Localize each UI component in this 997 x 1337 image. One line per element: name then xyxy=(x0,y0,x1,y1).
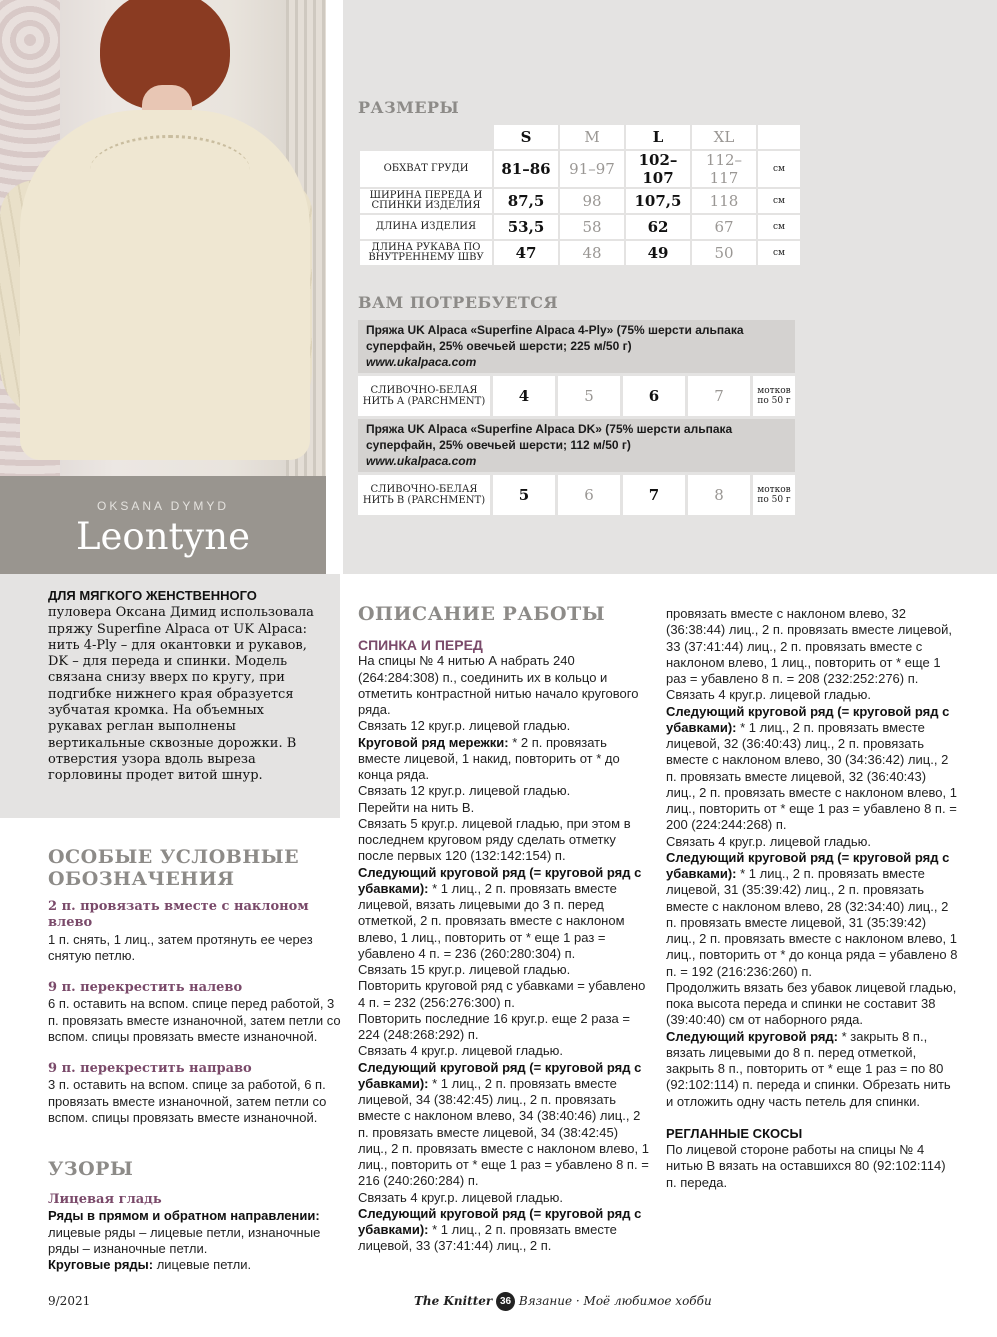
instruction-text: Продолжить вязать без убавок лицевой гладью, пока высота переда и спинки не составит 38 (39:40:40) см от наборного ряда. xyxy=(666,979,957,1028)
cell: 4 xyxy=(493,376,555,416)
row-label: ОБХВАТ ГРУДИ xyxy=(360,151,492,187)
yarn-a-row xyxy=(358,376,795,416)
instruction-paragraph xyxy=(666,834,958,850)
cell: 112–117 xyxy=(692,151,756,187)
cell: 6 xyxy=(623,376,685,416)
instruction-paragraph xyxy=(358,1043,650,1059)
instruction-paragraph xyxy=(666,687,958,703)
cell: 5 xyxy=(493,475,555,515)
instruction-paragraph xyxy=(358,816,650,865)
row-label: ШИРИНА ПЕРЕДА И СПИНКИ ИЗДЕЛИЯ xyxy=(360,189,492,213)
instruction-text: Повторить круговой ряд с убавками = убавлено 4 п. = 232 (256:276:300) п. xyxy=(358,978,646,1010)
instruction-paragraph xyxy=(358,1060,650,1190)
sizes-heading: РАЗМЕРЫ xyxy=(358,98,460,117)
yarn-desc: Пряжа UK Alpaca «Superfine Alpaca 4-Ply» (75% шерсти альпака суперфайн, 25% овечьей шерсти; 225 м/50 г) xyxy=(366,323,744,353)
work-heading: ОПИСАНИЕ РАБОТЫ xyxy=(358,603,606,625)
intro-text xyxy=(48,588,318,785)
magazine-tagline: Вязание · Моё любимое хобби xyxy=(518,1294,712,1308)
unit: см xyxy=(758,189,800,213)
unit: см xyxy=(758,241,800,265)
instruction-text: Связать 12 круг.р. лицевой гладью. xyxy=(358,783,571,799)
abbr-heading xyxy=(48,846,299,890)
work-column-2 xyxy=(666,606,958,1191)
instruction-paragraph xyxy=(358,865,650,963)
instruction-paragraph xyxy=(666,704,958,834)
abbr-list xyxy=(48,899,343,1126)
instruction-text: * 1 лиц., 2 п. провязать вместе лицевой, 33 (37:41:44) лиц., 2 п. xyxy=(358,1222,617,1254)
materials-heading: ВАМ ПОТРЕБУЕТСЯ xyxy=(358,293,559,312)
instruction-paragraph xyxy=(358,962,650,978)
instruction-text: * закрыть 8 п., вязать лицевыми до 8 п. перед отметкой, закрыть 8 п., повторить от * еще 1 раз = по 80 (92:102:114) п. переда и спинки. Обрезать нить и отложить одну часть петель для спинки. xyxy=(666,1028,951,1109)
page-number: 36 xyxy=(496,1292,515,1311)
sweater-yoke xyxy=(90,135,250,205)
magazine-name: The Knitter xyxy=(414,1294,493,1308)
instruction-paragraph xyxy=(358,800,650,816)
yarn-a-desc xyxy=(358,320,795,373)
abbr-heading-line: ОСОБЫЕ УСЛОВНЫЕ xyxy=(48,846,300,868)
cell: 47 xyxy=(494,241,558,265)
instruction-text: Связать 5 круг.р. лицевой гладью, при этом в последнем круговом ряду сделать отметку после первых 120 (132:142:154) п. xyxy=(358,815,631,864)
instruction-label: Следующий круговой ряд (= круговой ряд с убавками): xyxy=(666,703,950,735)
abbr-term: 9 п. перекрестить налево xyxy=(48,980,243,995)
cell: 49 xyxy=(626,241,690,265)
size-m: M xyxy=(560,125,624,149)
cell: 7 xyxy=(623,475,685,515)
cell: 58 xyxy=(560,215,624,239)
instruction-paragraph xyxy=(358,978,650,1011)
cover-photo xyxy=(0,0,326,476)
pattern-text: лицевые ряды – лицевые петли, изнаночные ряды – изнаночные петли. xyxy=(48,1224,321,1256)
instruction-text: * 1 лиц., 2 п. провязать вместе лицевой, вязать лицевыми до 3 п. перед отметкой, 2 п. провязать вместе с наклоном влево, 1 лиц., повторить от * еще 1 раз = убавлено 4 п. = 236 (260:280:304) п. xyxy=(358,880,625,961)
patterns-heading: УЗОРЫ xyxy=(48,1158,134,1180)
instruction-text: провязать вместе с наклоном влево, 32 (36:38:44) лиц., 2 п. провязать вместе лицевой, 33 (37:41:44) лиц., 2 п. провязать вместе с наклоном влево, 1 лиц., повторить от * еще 1 раз = убавлено 8 п. = 208 (232:252:276) п. xyxy=(666,606,952,686)
row-label: ДЛИНА ИЗДЕЛИЯ xyxy=(360,215,492,239)
cell: 5 xyxy=(558,376,620,416)
cell: 81–86 xyxy=(494,151,558,187)
cell: 87,5 xyxy=(494,189,558,213)
intro-body: пуловера Оксана Димид использовала пряжу Superfine Alpaca от UK Alpaca: нить 4-Ply – для окантовки и рукавов, DK – для переда и спинки. Модель связана снизу вверх по кругу, при подгибке нижнего края образуется зубчатая кромка. На объемных рукавах реглан выполнены вертикальные сквозные дорожки. В отверстия узора вдоль выреза горловины продет витой шнур. xyxy=(48,605,314,784)
instruction-label: Следующий круговой ряд (= круговой ряд с убавками): xyxy=(666,849,950,881)
instruction-text: На спицы № 4 нитью А набрать 240 (264:284:308) п., соединить их в кольцо и отметить контрастной нитью начало кругового ряда. xyxy=(358,653,639,717)
patterns-text xyxy=(48,1192,323,1273)
author-name: OKSANA DYMYD xyxy=(96,499,230,513)
pattern-title: Leontyne xyxy=(75,515,251,558)
instruction-text: * 1 лиц., 2 п. провязать вместе лицевой, 34 (38:42:45) лиц., 2 п. провязать вместе с наклоном влево, 34 (38:40:46) лиц., 2 п. провязать вместе лицевой, 34 (38:42:45) лиц., 2 п. провязать вместе с наклоном влево, 1 лиц., повторить от * еще 1 раз = убавлено 8 п. = 216 (240:260:284) п. xyxy=(358,1075,649,1189)
instruction-label: Следующий круговой ряд (= круговой ряд с убавками): xyxy=(358,1205,642,1237)
instruction-text: Связать 12 круг.р. лицевой гладью. xyxy=(358,718,571,734)
cell: 6 xyxy=(558,475,620,515)
raglan-text: По лицевой стороне работы на спицы № 4 нитью В вязать на оставшихся 80 (92:102:114) п. переда. xyxy=(666,1142,946,1190)
cell: 50 xyxy=(692,241,756,265)
yarn-url: www.ukalpaca.com xyxy=(366,355,477,369)
instruction-paragraph xyxy=(358,1011,650,1044)
instruction-paragraph xyxy=(358,718,650,734)
cell: 102–107 xyxy=(626,151,690,187)
unit: мотков по 50 г xyxy=(753,475,795,515)
instruction-label: Следующий круговой ряд (= круговой ряд с убавками): xyxy=(358,1059,642,1091)
instruction-paragraph xyxy=(358,1206,650,1255)
pattern-label: Круговые ряды: xyxy=(48,1257,154,1272)
instruction-text: * 1 лиц., 2 п. провязать вместе лицевой, 32 (36:40:43) лиц., 2 п. провязать вместе с наклоном влево, 30 (34:36:42) лиц., 2 п. провязать вместе лицевой, 32 (36:40:43) лиц., 2 п. провязать вместе с наклоном влево, 1 лиц., повторить от * еще 1 раз = убавлено 8 п. = 200 (224:244:268) п. xyxy=(666,719,957,833)
yarn-label: СЛИВОЧНО-БЕЛАЯ НИТЬ А (PARCHMENT) xyxy=(358,376,490,416)
size-s: S xyxy=(494,125,558,149)
footer-brand xyxy=(414,1292,712,1311)
size-xl: XL xyxy=(692,125,756,149)
instruction-paragraph xyxy=(358,783,650,799)
cell: 91–97 xyxy=(560,151,624,187)
sizes-table xyxy=(358,123,802,267)
instruction-paragraph xyxy=(358,735,650,784)
instruction-label: Следующий круговой ряд (= круговой ряд с убавками): xyxy=(358,864,642,896)
issue-number: 9/2021 xyxy=(48,1294,91,1308)
instruction-paragraph xyxy=(666,850,958,980)
yarn-b-row xyxy=(358,475,795,515)
cell: 7 xyxy=(688,376,750,416)
pattern-text: лицевые петли. xyxy=(153,1257,252,1272)
instruction-label: Следующий круговой ряд: xyxy=(666,1028,839,1044)
cell: 62 xyxy=(626,215,690,239)
abbr-heading-line: ОБОЗНАЧЕНИЯ xyxy=(48,868,235,890)
intro-lead: ДЛЯ МЯГКОГО ЖЕНСТВЕННОГО xyxy=(48,588,257,603)
abbr-term: 9 п. перекрестить направо xyxy=(48,1061,252,1076)
cell: 67 xyxy=(692,215,756,239)
cell: 53,5 xyxy=(494,215,558,239)
instruction-paragraph xyxy=(666,1029,958,1110)
instruction-text: Связать 4 круг.р. лицевой гладью. xyxy=(358,1189,563,1205)
yarn-label: СЛИВОЧНО-БЕЛАЯ НИТЬ В (PARCHMENT) xyxy=(358,475,490,515)
abbr-def: 1 п. снять, 1 лиц., затем протянуть ее через снятую петлю. xyxy=(48,931,313,963)
cell: 98 xyxy=(560,189,624,213)
instruction-paragraph xyxy=(358,653,650,718)
instruction-paragraph xyxy=(666,606,958,687)
instruction-text: * 2 п. провязать вместе лицевой, 1 накид, повторить от * до конца ряда. xyxy=(358,734,620,782)
instruction-text: Связать 15 круг.р. лицевой гладью. xyxy=(358,962,571,977)
abbr-def: 3 п. оставить на вспом. спице за работой, 6 п. провязать вместе изнаночной, затем петли со вспом. спицы провязать вместе изнаночной. xyxy=(48,1077,327,1125)
instruction-paragraph xyxy=(666,980,958,1029)
cell: 48 xyxy=(560,241,624,265)
work-subheading: СПИНКА И ПЕРЕД xyxy=(358,637,483,653)
abbr-def: 6 п. оставить на вспом. спице перед работой, 3 п. провязать вместе изнаночной, затем петли со вспом. спицы провязать вместе изнаночной. xyxy=(48,996,341,1044)
cell: 107,5 xyxy=(626,189,690,213)
yarn-url: www.ukalpaca.com xyxy=(366,454,477,468)
pattern-label: Ряды в прямом и обратном направлении: xyxy=(48,1208,320,1224)
instruction-text: Связать 4 круг.р. лицевой гладью. xyxy=(666,833,871,849)
cell: 8 xyxy=(688,475,750,515)
instruction-text: Перейти на нить В. xyxy=(358,799,475,815)
instruction-text: Связать 4 круг.р. лицевой гладью. xyxy=(666,687,871,703)
unit: мотков по 50 г xyxy=(753,376,795,416)
instruction-label: Круговой ряд мережки: xyxy=(358,734,509,750)
abbr-term: 2 п. провязать вместе с наклоном влево xyxy=(48,899,309,931)
unit: см xyxy=(758,215,800,239)
yarn-desc: Пряжа UK Alpaca «Superfine Alpaca DK» (75% шерсти альпака суперфайн, 25% овечьей шерсти; 112 м/50 г) xyxy=(366,422,733,452)
pattern-name: Лицевая гладь xyxy=(48,1192,162,1207)
row-label: ДЛИНА РУКАВА ПО ВНУТРЕННЕМУ ШВУ xyxy=(360,241,492,265)
instruction-text: * 1 лиц., 2 п. провязать вместе лицевой, 31 (35:39:42) лиц., 2 п. провязать вместе с наклоном влево, 28 (32:34:40) лиц., 2 п. провязать вместе лицевой, 31 (35:39:42) лиц., 2 п. провязать вместе с наклоном влево, 1 лиц., повторить от * до конца ряда = убавлено 8 п. = 192 (216:236:260) п. xyxy=(666,866,958,979)
cell: 118 xyxy=(692,189,756,213)
instruction-text: Повторить последние 16 круг.р. еще 2 раза = 224 (248:268:292) п. xyxy=(358,1010,630,1042)
work-column-1 xyxy=(358,637,650,1255)
unit: см xyxy=(758,151,800,187)
yarn-b-desc xyxy=(358,419,795,472)
instruction-text: Связать 4 круг.р. лицевой гладью. xyxy=(358,1043,563,1059)
raglan-heading: РЕГЛАННЫЕ СКОСЫ xyxy=(666,1125,803,1141)
size-l: L xyxy=(626,125,690,149)
instruction-paragraph xyxy=(358,1190,650,1206)
